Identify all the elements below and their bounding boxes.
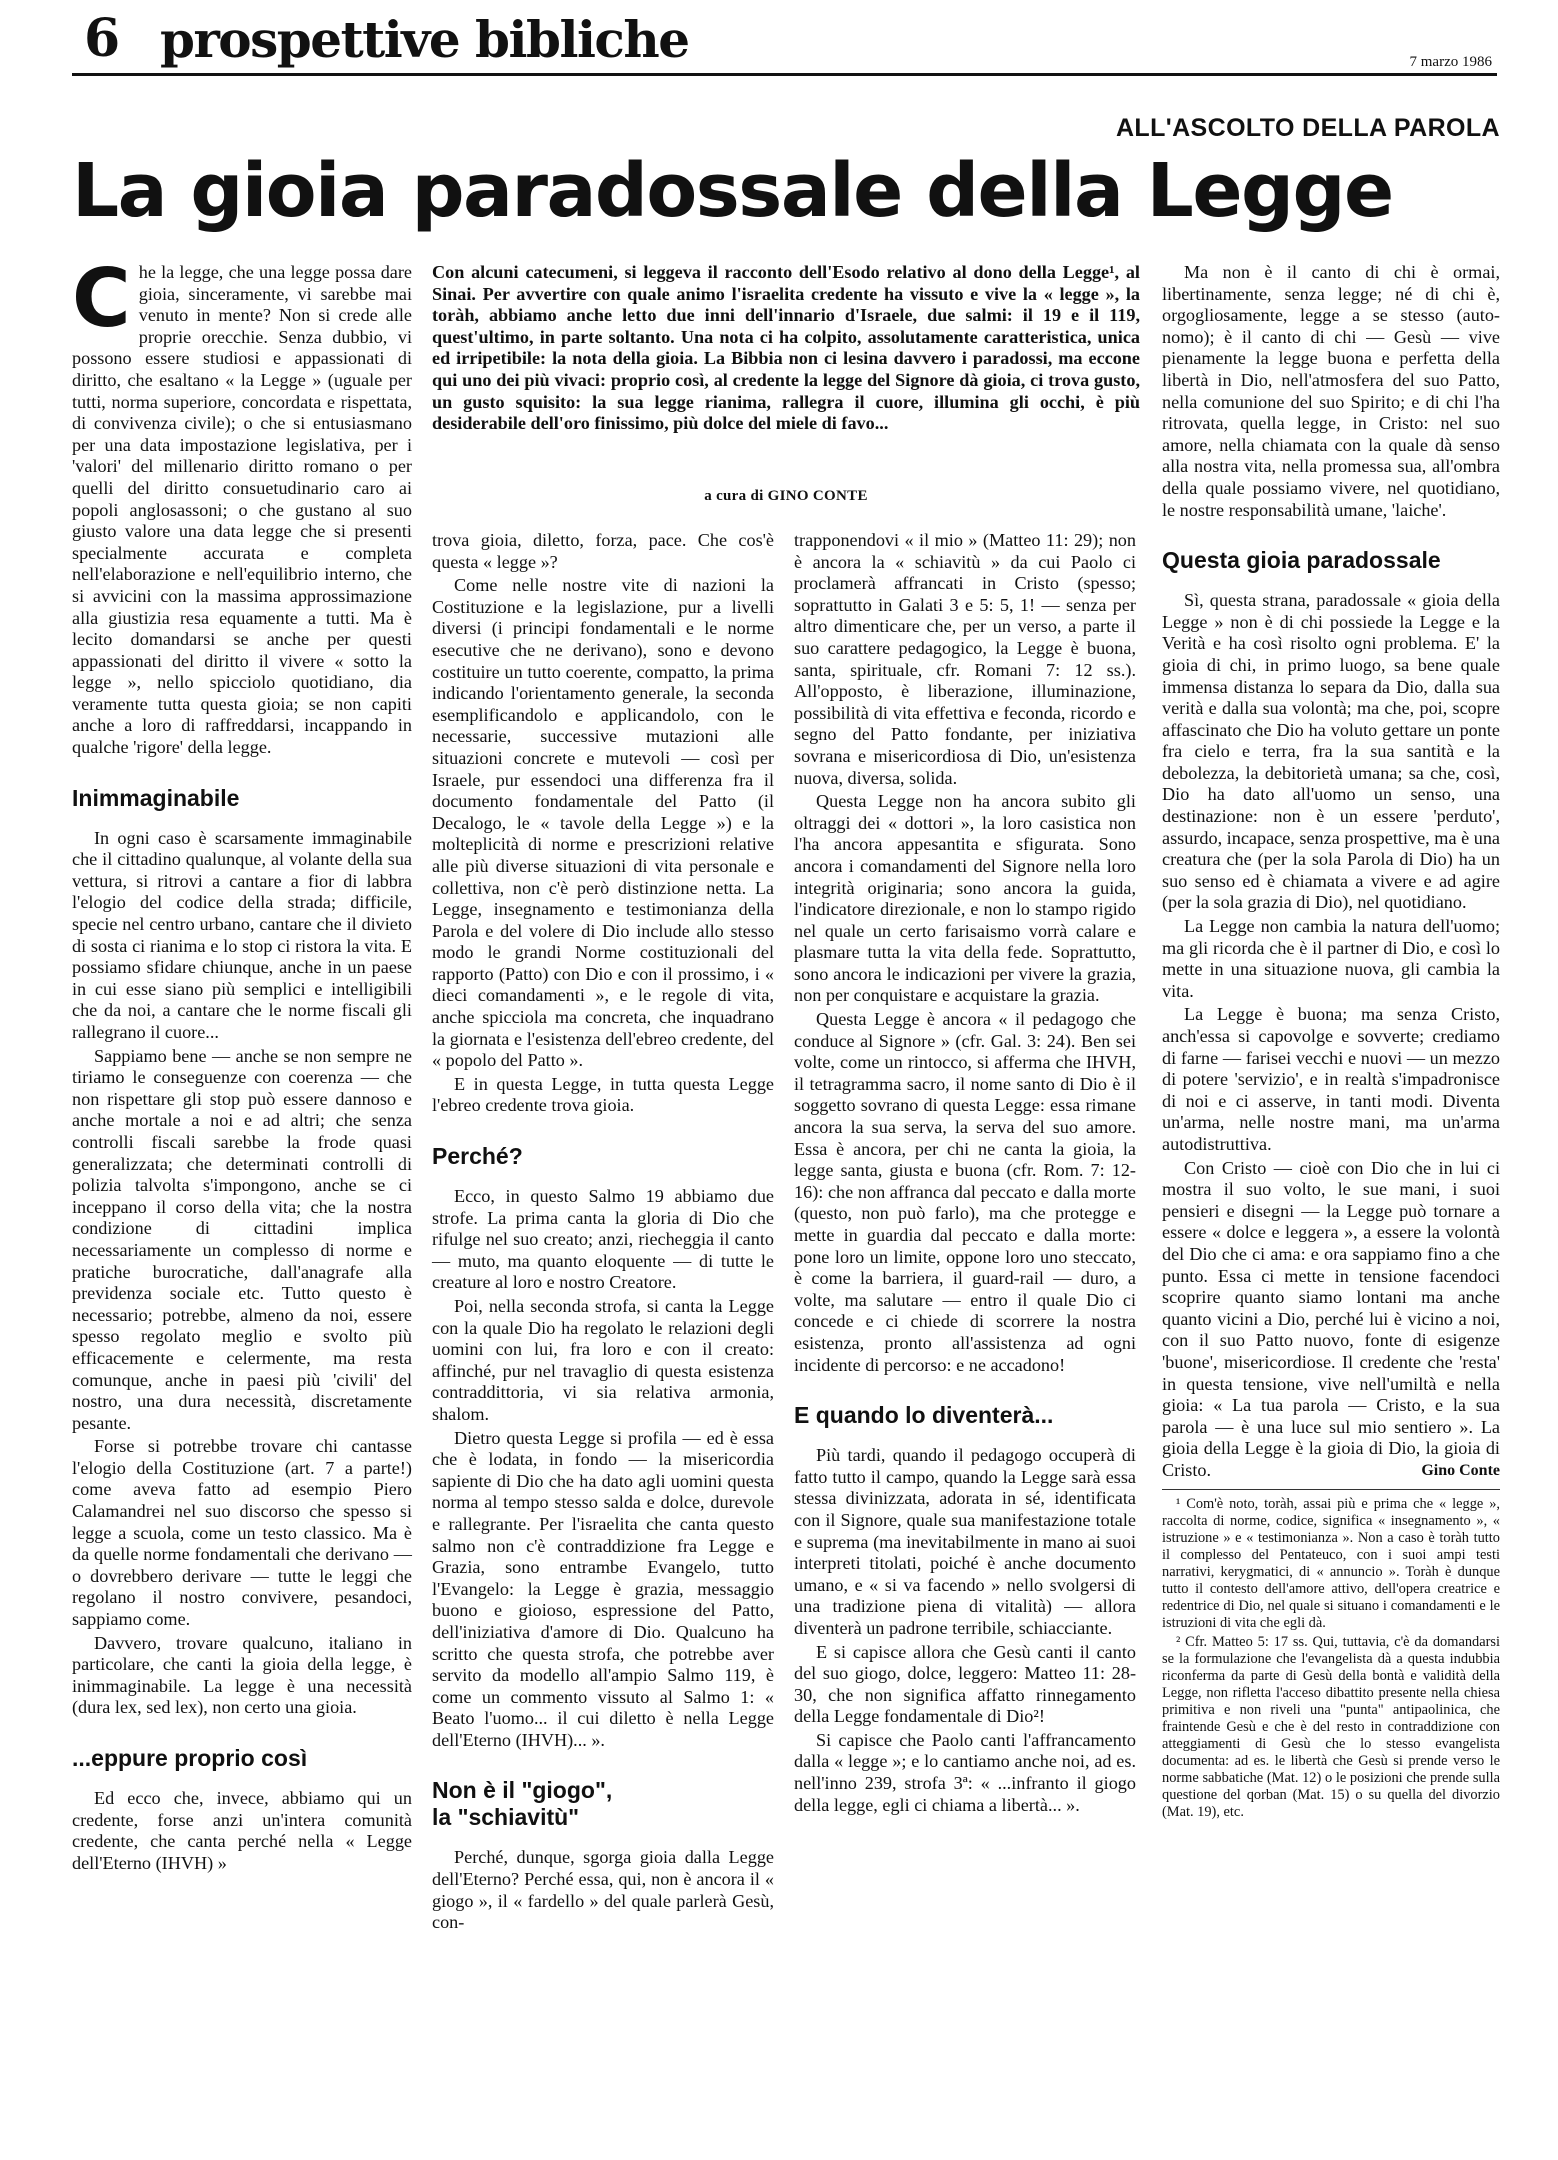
subheading-inimmaginabile: Inimmaginabile — [72, 784, 240, 811]
paragraph: La Legge non cambia la natura dell'uomo; ma gli ricorda che è il partner di Dio, e così lo mette in una situazione nuova, gli cambia la vita. — [1162, 916, 1500, 1001]
paragraph: E in questa Legge, in tutta questa Legge l'ebreo credente trova gioia. — [432, 1073, 774, 1116]
kicker: ALL'ASCOLTO DELLA PAROLA — [1115, 114, 1500, 142]
page-number: 6 — [84, 8, 121, 69]
column-4 — [1162, 262, 1500, 2132]
paragraph: In ogni caso è scarsamente immaginabile che il cittadino qualunque, al volante della sua vettura, si ritrovi a cantare a fior di labbra l'elogio del codice della strada; difficile, specie nel centro urbano, cantare che il divieto di sosta ci rianima e lo stop ci ristora la vita. E possiamo sfidare chiunque, anche in un paese in cui esse siano più semplici e intelligibili che da noi, a cantare che le norme fiscali gli rallegrano il cuore... — [72, 827, 412, 1042]
paragraph: Forse si potrebbe trovare chi cantasse l'elogio della Costituzione (art. 7 a parte!) come aveva fatto ad esempio Piero Calamandrei nel suo discorso che spesso si legge a scuola, come un testo classico. Ma è da quelle norme fondamentali che derivano — o dovrebbero derivare — tutte le leggi che regolano il nostro convivere, pesandoci, sappiamo come. — [72, 1436, 412, 1630]
intro-text: Con alcuni catecumeni, si leggeva il racconto dell'Esodo relativo al dono della Legge¹, al Sinai. Per avvertire con quale animo l'israelita credente ha vissuto e vive la « legge », la toràh, abbiamo anche letto due inni dell'innario d'Israele, due salmi: il 19 e il 119, quest'ultimo, in parte soltanto. Una nota ci ha colpito, assolutamente caratteristica, unica ed irripetibile: la nota della gioia. La Bibbia non ci lesina davvero i paradossi, ma eccone qui uno dei più vivaci: proprio così, al credente la legge del Signore dà gioia, ci trova gusto, un gusto squisito: la sua legge rianima, rallegra il cuore, illumina gli occhi, è più desiderabile dell'oro finissimo, più dolce del miele di favo... — [432, 262, 1140, 434]
paragraph — [72, 252, 412, 759]
paragraph: Sappiamo bene — anche se non sempre ne tiriamo le conseguenze con coerenza — che non rispettare gli stop può essere dannoso e anche mortale a noi e ad altri; che senza controlli fiscali sarebbe la frode quasi generalizzata; che determinati controlli di polizia talvolta s'impongono, anche se ci inceppano il corso della vita; che la nostra condizione di cittadini implica necessariamente un complesso di norme e pratiche burocratiche, dall'anagrafe alla previdenza sociale etc. Tutto questo è necessario; potrebbe, almeno da noi, essere spesso regolato meglio e svolto più efficacemente e celermente, ma resta comunque, anche in paesi più 'civili' del nostro, una dura necessità, discretamente pesante. — [72, 1045, 412, 1433]
footnote-1: ¹ Com'è noto, toràh, assai più e prima che « legge », raccolta di norme, codice, significa « insegnamento », « istruzione » e « testimonianza ». Non a caso è toràh tutto il complesso del Pentateuco, con i suoi ampi testi narrativi, kerygmatici, di « annuncio ». Toràh è dunque tutto il contesto dell'amore attivo, dell'opera creatrice e redentrice di Dio, nel quale si situano i comandamenti e le istruzioni di vita che egli dà. — [1162, 1496, 1500, 1632]
paragraph: Dietro questa Legge si profila — ed è essa che è lodata, in fondo — la misericordia sapiente di Dio che ha dato agli uomini questa norma al tempo stesso salda e dolce, durevole e rallegrante. Per l'israelita che canta questo salmo non c'è contraddizione fra Legge e Grazia, sono entrambe Evangelo, tutto l'Evangelo: la Legge è grazia, messaggio buono e gioioso, espressione del Patto, dell'iniziativa d'amore di Dio. Qualcuno ha scritto che questa strofa, che potrebbe aver servito da modello all'ampio Salmo 119, è come un commento vissuto al Salmo 1: « Beato l'uomo... il cui diletto è nella Legge dell'Eterno (IHVH)... ». — [432, 1427, 774, 1750]
paragraph-text: he la legge, che una legge possa dare gioia, sinceramente, vi sarebbe mai venuto in mente? Non si crede alle proprie orecchie. Senza dubbio, vi possono essere studiosi e appassionati di diritto, che esaltano « la Legge » (uguale per tutti, norma superiore, concordata e rispettata, di convivenza civile); o che si entusiasmano per una data impostazione legislativa, per i 'valori' del millenario diritto romano o per quelli del diritto consuetudinario caro ai popoli anglosassoni; o che gustano al suo giusto valore una data legge che si presenti specialmente accurata e completa nell'elaborazione e nell'equilibrio interno, che si avvicini con la massima approssimazione alla giustizia resa equamente a tutti. Ma è lecito domandarsi se anche per questi appassionati del diritto il vivere « sotto la legge », nello spicciolo quotidiano, dia veramente tutta questa gioia; se non capiti anche a loro di raffreddarsi, incappando in qualche 'rigore' della legge. — [72, 262, 412, 758]
footnotes — [1162, 1489, 1500, 1821]
paragraph: Ma non è il canto di chi è ormai, libertinamente, senza legge; né di chi è, orgogliosamente, legge a se stesso (auto-nomo); è il canto di chi — Gesù — vive pienamente la legge buona e perfetta della libertà in Dio, nell'atmosfera del suo Patto, nella comunione del suo Spirito; e di chi l'ha ritrovata, quella legge, in Cristo: nel suo amore, nella chiamata con la quale dà senso alla nostra vita, nella promessa sua, all'ombra della quale possiamo vivere, nel quotidiano, le nostre responsabilità umane, 'laiche'. — [1162, 262, 1500, 520]
paragraph — [1162, 1158, 1500, 1482]
subheading-perche: Perché? — [432, 1143, 523, 1170]
paragraph: E si capisce allora che Gesù canti il canto del suo giogo, dolce, leggero: Matteo 11: 28-30, che non significa affatto rinnegamento della Legge fondamentale di Dio²! — [794, 1641, 1136, 1727]
subheading-gioia: Questa gioia paradossale — [1162, 547, 1441, 574]
paragraph: Ecco, in questo Salmo 19 abbiamo due strofe. La prima canta la gloria di Dio che rifulge nel suo creato; anzi, riecheggia il canto — muto, ma quanto eloquente — di tutte le creature al loro e nostro Creatore. — [432, 1186, 774, 1293]
paragraph: Più tardi, quando il pedagogo occuperà di fatto tutto il campo, quando la Legge sarà essa stessa divinizzata, adorata in sé, identificata con il Signore, quale sua manifestazione totale e suprema (ma inevitabilmente in mano ai suoi interpreti titolati, poiché è anche documento umano, e « si va facendo » nello svolgersi di una tradizione piena di vitalità) — allora diventerà un padrone terribile, schiacciante. — [794, 1445, 1136, 1638]
column-1 — [72, 252, 412, 2132]
paragraph: Davvero, trovare qualcuno, italiano in particolare, che canti la gioia della legge, è inimmaginabile. La legge è una necessità (dura lex, sed lex), non certo una gioia. — [72, 1632, 412, 1718]
masthead — [72, 8, 1492, 72]
issue-date: 7 marzo 1986 — [1409, 54, 1492, 70]
paragraph: Perché, dunque, sgorga gioia dalla Legge dell'Eterno? Perché essa, qui, non è ancora il « giogo », il « fardello » del quale parlerà Gesù, con- — [432, 1847, 774, 1933]
subheading-line: la "schiavitù" — [432, 1804, 580, 1831]
paragraph: Si capisce che Paolo canti l'affrancamento dalla « legge »; e lo cantiamo anche noi, ad es. nell'inno 239, strofa 3ª: « ...infranto il giogo della legge, egli ci chiama a libertà... ». — [794, 1729, 1136, 1815]
paragraph-text: Con Cristo — cioè con Dio che in lui ci mostra il suo volto, le sue mani, i suoi pensieri e disegni — la Legge può tornare a essere « dolce e leggera », a essere la volontà del Dio che ci ama: e ora sappiamo fino a che punto. Essa ci mette in tensione facendoci scoprire quanto siamo lontani ma anche quanto vicini a Dio, perché lui è vicino a noi, con il suo Patto nuovo, fonte di esigenze 'buone', misericordiose. Il credente che 'resta' in questa tensione, vive nell'umiltà e nella gioia: « La tua parola — Cristo, e la sua parola — è una luce sul mio sentiero ». La gioia della Legge è la gioia di Dio, la gioia di Cristo. — [1162, 1157, 1500, 1480]
paragraph: Come nelle nostre vite di nazioni la Costituzione e la legislazione, pur a livelli diversi (i principi fondamentali e le norme esecutive che ne derivano), sono e devono costituire un tutto coerente, compatto, la prima indicando l'orientamento generale, la seconda esemplificandolo e applicandolo, con le necessarie, successive mutazioni alle situazioni concrete e mutevoli — così per Israele, pur essendoci una differenza fra il documento fondamentale del Patto (il Decalogo, le « tavole della Legge ») e la molteplicità di norme e prescrizioni relative alle più diverse situazioni di vita personale e collettiva, non c'è però distinzione netta. La Legge, insegnamento e testimonianza della Parola e del volere di Dio include allo stesso modo le grandi Norme costituzionali del rapporto (Patto) con Dio e con il prossimo, i « dieci comandamenti », e le regole di vita, anche spicciola ma concreta, che inquadrano la giornata e l'esistenza dell'ebreo credente, del « popolo del Patto ». — [432, 575, 774, 1071]
author-signature: Gino Conte — [1421, 1461, 1500, 1479]
paragraph: trova gioia, diletto, forza, pace. Che cos'è questa « legge »? — [432, 530, 774, 572]
paragraph: Questa Legge è ancora « il pedagogo che conduce al Signore » (cfr. Gal. 3: 24). Ben sei volte, come un rintocco, si afferma che IHVH, il tetragramma sacro, il nome santo di Dio è il soggetto sovrano di questa Legge: essa rimane ancora la sua serva, la serva del suo amore. Essa è ancora, per chi ne canta la gioia, la legge santa, giusta e buona (cfr. Rom. 7: 12-16): che non affranca dal peccato e dalla morte (questo, non può farlo), ma che protegge e mette in guardia dal peccato e dalla morte: pone loro un limite, oppone loro uno steccato, è come la barriera, il guard-rail — duro, a volte, ma salutare — entro il quale Dio ci concede e ci chiede di scorrere la nostra esistenza, pronto all'assistenza ad ogni incidente di percorso: e ne accadono! — [794, 1009, 1136, 1375]
paragraph: Poi, nella seconda strofa, si canta la Legge con la quale Dio ha regolato le relazioni degli uomini con lui, fra loro e con il creato: affinché, pur nel travaglio di questa esistenza contraddittoria, vi sia relativa armonia, shalom. — [432, 1296, 774, 1424]
column-3 — [794, 530, 1136, 2130]
paragraph: Sì, questa strana, paradossale « gioia della Legge » non è di chi possiede la Legge e la Verità e ha così risolto ogni problema. E' la gioia di chi, in primo luogo, sa bene quale immensa distanza lo separa da Dio, dalla sua verità e dalla sua volontà; ma che, poi, scopre affascinato che Dio ha voluto gettare un ponte fra cielo e terra, fra la sua santità e la debolezza, la debitorietà umana; sa che, così, Dio ha dato all'uomo un senso, una destinazione: non è un essere 'perduto', assurdo, incapace, senza prospettive, ma è una creatura che (per la sola Parola di Dio) ha un suo senso ed è chiamata a vivere e ad agire (per la sola grazia di Dio), nel quotidiano. — [1162, 590, 1500, 913]
headline: La gioia paradossale della Legge — [72, 148, 1393, 234]
section-title: prospettive bibliche — [160, 10, 689, 69]
subheading-giogo — [432, 1777, 774, 1831]
subheading-eppure: ...eppure proprio così — [72, 1745, 308, 1771]
drop-cap: C — [72, 252, 131, 345]
paragraph: La Legge è buona; ma senza Cristo, anch'essa si capovolge e sovverte; crediamo di farne — farisei vecchi e nuovi — un mezzo di potere 'servizio', e in realtà s'impadronisce di noi e ci asserve, in tanti modi. Diventa un'arma, nelle nostre mani, ma un'arma autodistruttiva. — [1162, 1004, 1500, 1154]
paragraph: trapponendovi « il mio » (Matteo 11: 29); non è ancora la « schiavitù » da cui Paolo ci proclamerà affrancati in Cristo (spesso; soprattutto in Galati 3 e 5: 5, 1! — senza per altro dimenticare che, per un verso, a parte il suo carattere pedagogico, la Legge è buona, santa, spirituale, cfr. Romani 7: 12 ss.). All'opposto, è liberazione, illuminazione, possibilità di vita effettiva e feconda, ricordo e segno del Patto fondante, per iniziativa sovrana e misericordiosa di Dio, un'esistenza nuova, diversa, solida. — [794, 530, 1136, 788]
editor-credit: a cura di GINO CONTE — [704, 488, 868, 504]
paragraph: Ed ecco che, invece, abbiamo qui un credente, forse anzi un'intera comunità credente, che canta perché nella « Legge dell'Eterno (IHVH) » — [72, 1788, 412, 1873]
subheading-diventera: E quando lo diventerà... — [794, 1402, 1054, 1429]
column-2 — [432, 530, 774, 2130]
masthead-rule — [72, 73, 1497, 76]
paragraph: Questa Legge non ha ancora subito gli oltraggi dei « dottori », la loro casistica non l'ha ancora appesantita e sfigurata. Sono ancora i comandamenti del Signore nella loro integrità originaria; sono ancora la guida, l'indicatore direzionale, e non lo stampo rigido nel quale un certo farisaismo vorrà calare e plasmare tutta la vita della fede. Soprattutto, sono ancora le indicazioni per vivere la grazia, non per conquistare e acquistare la grazia. — [794, 791, 1136, 1006]
subheading-line: Non è il "giogo", — [432, 1777, 613, 1804]
intro-lead — [432, 262, 1140, 435]
footnote-2: ² Cfr. Matteo 5: 17 ss. Qui, tuttavia, c'è da domandarsi se la formulazione che l'evangelista dà a questa indubbia riconferma da parte di Gesù della bontà e validità della Legge, non rifletta l'acceso dibattito presente nella chiesa primitiva e non riveli una "punta" antipaolinica, che fraintende Gesù e che è del resto in contraddizione con atteggiamenti di Gesù che lo stesso evangelista documenta: ad es. le libertà che Gesù si prende verso le norme sabbatiche (Mat. 12) o le posizioni che prende sulla questione del qorban (Mat. 15) o su quella del divorzio (Mat. 19), etc. — [1162, 1634, 1500, 1821]
